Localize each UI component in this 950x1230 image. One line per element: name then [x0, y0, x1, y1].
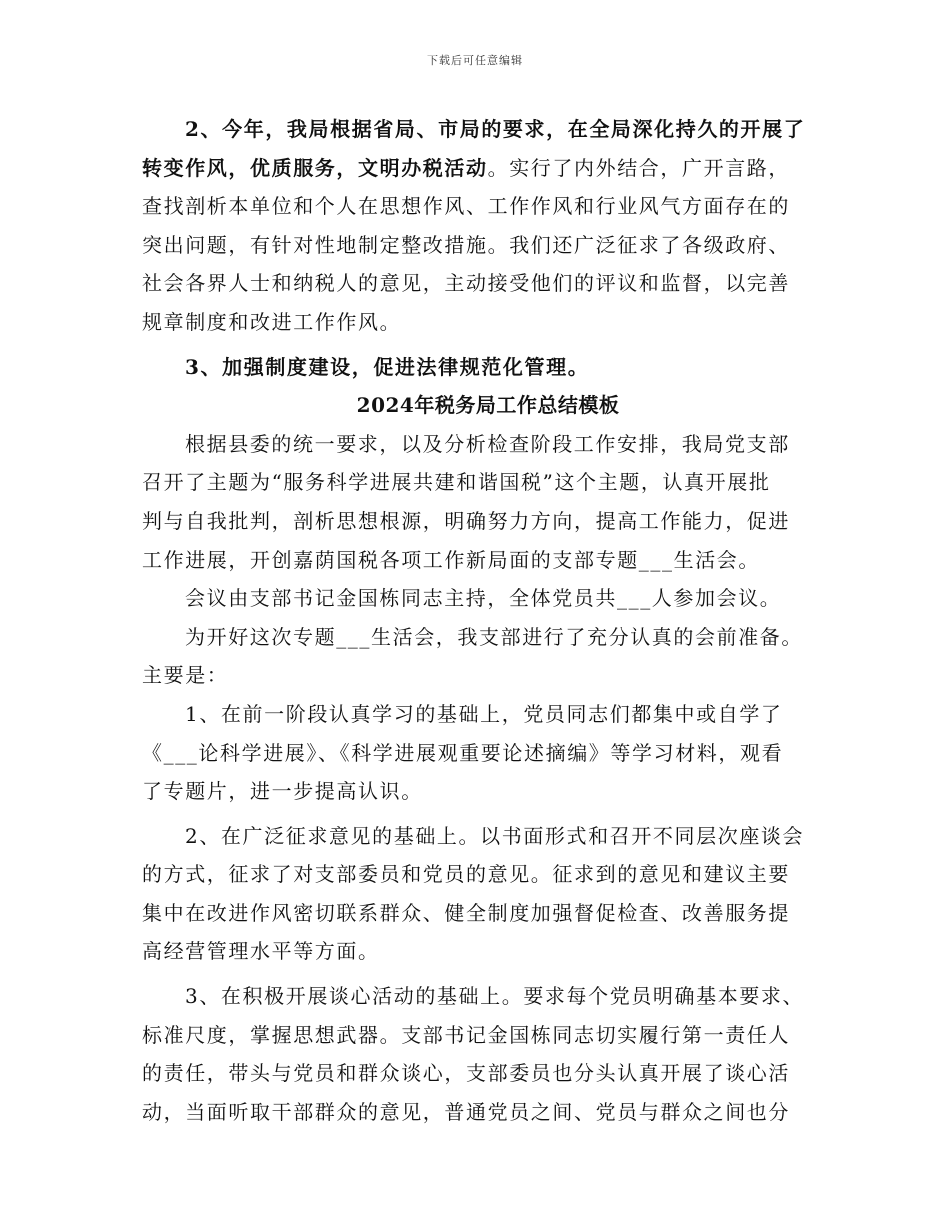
section-heading: 3、加强制度建设，促进法律规范化管理。 [185, 354, 590, 379]
paragraph-line: 1、在前一阶段认真学习的基础上，党员同志们都集中或自学了 [185, 701, 783, 726]
paragraph-intro [142, 425, 814, 579]
paragraph-line: 召开了主题为“服务科学进展共建和谐国税”这个主题，认真开展批 [142, 470, 771, 495]
paragraph-line: 3、在积极开展谈心活动的基础上。要求每个党员明确基本要求、 [185, 984, 805, 1009]
paragraph-study [142, 695, 814, 811]
document-body [142, 110, 814, 1131]
document-title: 2024年税务局工作总结模板 [356, 393, 620, 418]
header-note: 下载后可任意编辑 [427, 54, 523, 67]
bold-phrase: 转变作风，优质服务，文明办税活动 [142, 155, 488, 180]
paragraph-line: 突出问题，有针对性地制定整改措施。我们还广泛征求了各级政府、 [142, 232, 790, 257]
paragraph-line: 的责任，带头与党员和群众谈心，支部委员也分头认真开展了谈心活 [142, 1061, 790, 1086]
paragraph-line: 标准尺度，掌握思想武器。支部书记金国栋同志切实履行第一责任人 [142, 1022, 790, 1047]
paragraph-style-improvement [142, 110, 814, 342]
paragraph-line: 判与自我批判，剖析思想根源，明确努力方向，提高工作能力，促进 [142, 508, 790, 533]
paragraph-talks [142, 977, 814, 1131]
paragraph-line: 了专题片，进一步提高认识。 [142, 779, 423, 804]
paragraph-line: 的方式，征求了对支部委员和党员的意见。征求到的意见和建议主要 [142, 862, 790, 887]
paragraph-meeting-host: 会议由支部书记金国栋同志主持，全体党员共___人参加会议。 [185, 586, 782, 611]
paragraph-line: 规章制度和改进工作作风。 [142, 309, 402, 334]
paragraph-line: 工作进展，开创嘉荫国税各项工作新局面的支部专题___生活会。 [142, 547, 760, 572]
paragraph-line: 主要是： [142, 663, 229, 688]
text-run: 。实行了内外结合，广开言路， [487, 155, 791, 180]
paragraph-line: 《___论科学进展》、《科学进展观重要论述摘编》等学习材料，观看 [142, 740, 784, 765]
paragraph-line [142, 149, 814, 188]
paragraph-opinions [142, 817, 814, 971]
paragraph-line: 集中在改进作风密切联系群众、健全制度加强督促检查、改善服务提 [142, 900, 790, 925]
paragraph-line: 根据县委的统一要求，以及分析检查阶段工作安排，我局党支部 [185, 431, 790, 456]
paragraph-preparation [142, 618, 814, 695]
paragraph-line: 高经营管理水平等方面。 [142, 939, 380, 964]
paragraph-line: 查找剖析本单位和个人在思想作风、工作作风和行业风气方面存在的 [142, 194, 790, 219]
paragraph-line: 动，当面听取干部群众的意见，普通党员之间、党员与群众之间也分 [142, 1099, 790, 1124]
paragraph-line: 为开好这次专题___生活会，我支部进行了充分认真的会前准备。 [185, 624, 803, 649]
paragraph-line: 2、今年，我局根据省局、市局的要求，在全局深化持久的开展了 [185, 117, 806, 141]
paragraph-line: 2、在广泛征求意见的基础上。以书面形式和召开不同层次座谈会 [185, 823, 805, 848]
paragraph-line: 社会各界人士和纳税人的意见，主动接受他们的评议和监督，以完善 [142, 271, 790, 296]
